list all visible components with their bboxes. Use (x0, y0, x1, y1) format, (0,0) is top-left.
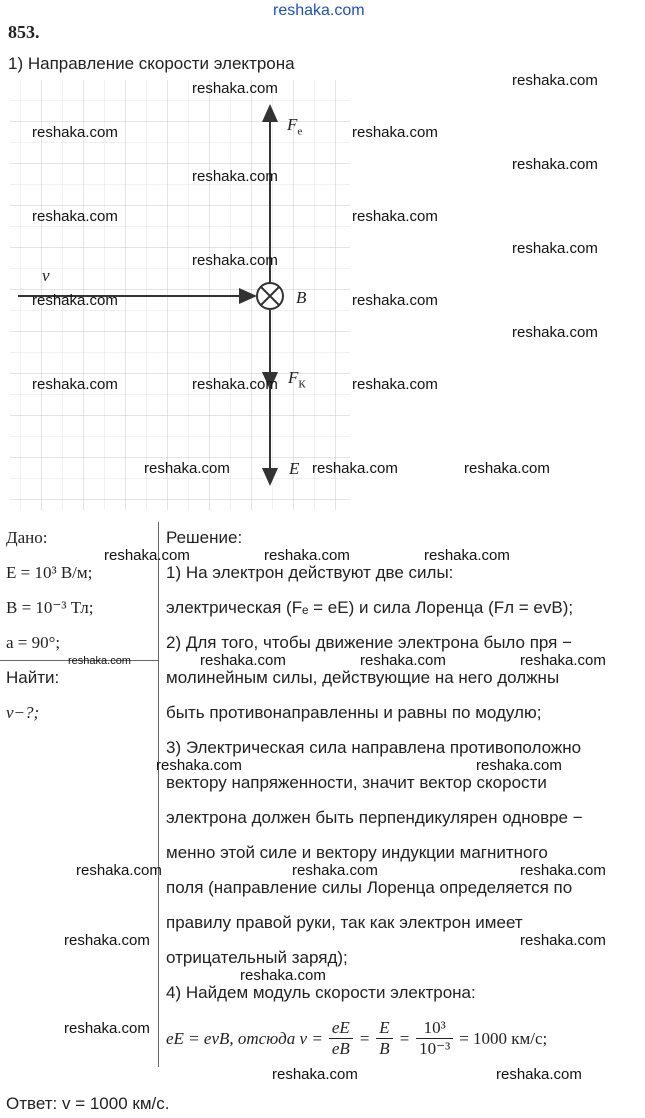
watermark: reshaka.com (64, 932, 150, 949)
label-fk: F (288, 368, 299, 387)
watermark: reshaka.com (512, 324, 598, 341)
watermark: reshaka.com (156, 757, 242, 774)
find-value: v−?; (6, 703, 40, 722)
given-title: Дано: (6, 528, 48, 547)
watermark: reshaka.com (292, 862, 378, 879)
watermark: reshaka.com (192, 252, 278, 269)
watermark: reshaka.com (273, 2, 365, 19)
solution-line: 4) Найдем модуль скорости электрона: (166, 983, 476, 1002)
watermark: reshaka.com (68, 655, 131, 667)
watermark: reshaka.com (200, 652, 286, 669)
watermark: reshaka.com (352, 292, 438, 309)
watermark: reshaka.com (520, 932, 606, 949)
watermark: reshaka.com (360, 652, 446, 669)
solution-line: электрическая (Fₑ = eE) и сила Лоренца (Fл = evB); (166, 598, 574, 617)
watermark: reshaka.com (240, 967, 326, 984)
watermark: reshaka.com (32, 208, 118, 225)
watermark: reshaka.com (32, 124, 118, 141)
watermark: reshaka.com (32, 376, 118, 393)
page: reshaka.com 853. 1) Направление скорости электрона $F_e$ B $F_К$ E v Дано: E = 10³ В/м; B = 10⁻³ Тл; a = 90°; Найти: v−?; Решение: 1) На электрон действуют две силы: электрическая (Fₑ = eE) и сила Лоренца (Fл = evB); 2) Для того, чтобы движение электрона было пря − молинейным силы, действующие на него должны быть противонаправленны и равны по модулю; 3) Электрическая сила направлена противоположно вектору напряженности, значит вектор скорости электрона должен быть перпендикулярен одновре − менно этой силе и вектору индукции магнитного поля (направление силы Лоренца определяется по правилу правой руки, так как электрон имеет отрицательный заряд); 4) Найдем модуль скорости электрона: eE = evB, отсюда v = $\frac{eE}{eB}$ = $\frac{E}{B}$ = $\frac{\text{10³}}{\text{10⁻³}}$ = 1000 км/с; Ответ: v = 1000 км/с. reshaka.com reshaka.com reshaka.com reshaka.com reshaka.com reshaka.com reshaka.com reshaka.com reshaka.com reshaka.com reshaka.com reshaka.com reshaka.com reshaka.com reshaka.com reshaka.com reshaka.com reshaka.com reshaka.com reshaka.com reshaka.com reshaka.com reshaka.com reshaka.com reshaka.com reshaka.com reshaka.com reshaka.com reshaka.com reshaka.com reshaka.com reshaka.com reshaka.com reshaka.com reshaka.com reshaka.com reshaka.com (0, 0, 645, 1118)
watermark: reshaka.com (520, 652, 606, 669)
solution-line: менно этой силе и вектору индукции магнитного (166, 843, 548, 862)
watermark: reshaka.com (272, 1066, 358, 1083)
watermark: reshaka.com (424, 547, 510, 564)
watermark: reshaka.com (32, 292, 118, 309)
watermark: reshaka.com (312, 460, 398, 477)
watermark: reshaka.com (352, 124, 438, 141)
watermark: reshaka.com (192, 80, 278, 97)
answer: Ответ: v = 1000 км/с. (6, 1094, 170, 1113)
watermark: reshaka.com (144, 460, 230, 477)
solution-line: быть противонаправленны и равны по модулю; (166, 703, 542, 722)
watermark: reshaka.com (64, 1020, 150, 1037)
solution-line: 2) Для того, чтобы движение электрона было пря − (166, 633, 573, 652)
watermark: reshaka.com (512, 156, 598, 173)
label-b: B (296, 288, 307, 307)
watermark: reshaka.com (104, 547, 190, 564)
watermark: reshaka.com (520, 862, 606, 879)
watermark: reshaka.com (76, 862, 162, 879)
solution-line: 3) Электрическая сила направлена противоположно (166, 738, 582, 757)
find-title: Найти: (6, 668, 60, 687)
solution-line: отрицательный заряд); (166, 948, 348, 967)
watermark: reshaka.com (352, 208, 438, 225)
solution-line: электрона должен быть перпендикулярен одновре − (166, 808, 583, 827)
watermark: reshaka.com (352, 376, 438, 393)
label-fe: F (287, 115, 298, 134)
watermark: reshaka.com (496, 1066, 582, 1083)
problem-number: 853. (8, 22, 40, 42)
solution-line: молинейным силы, действующие на него должны (166, 668, 560, 687)
given-line: B = 10⁻³ Тл; (6, 598, 94, 617)
watermark: reshaka.com (512, 240, 598, 257)
watermark: reshaka.com (476, 757, 562, 774)
divider-vertical (158, 522, 159, 1067)
watermark: reshaka.com (192, 168, 278, 185)
watermark: reshaka.com (512, 72, 598, 89)
part-title: 1) Направление скорости электрона (8, 54, 295, 73)
formula: eE = evB, отсюда v = $\frac{eE}{eB}$ = $\frac{E}{B}$ = $\frac{\text{10³}}{\text{10⁻³}}$ = 1000 км/с; (166, 1018, 548, 1058)
b-into-page-icon (257, 283, 283, 309)
solution-line: поля (направление силы Лоренца определяется по (166, 878, 573, 897)
solution-line: вектору напряженности, значит вектор скорости (166, 773, 547, 792)
given-line: E = 10³ В/м; (6, 563, 93, 582)
label-v: v (42, 266, 50, 285)
watermark: reshaka.com (464, 460, 550, 477)
solution-line: 1) На электрон действуют две силы: (166, 563, 454, 582)
solution-line: правилу правой руки, так как электрон имеет (166, 913, 523, 932)
watermark: reshaka.com (192, 376, 278, 393)
label-e: E (289, 459, 300, 478)
given-line: a = 90°; (6, 633, 61, 652)
watermark: reshaka.com (264, 547, 350, 564)
solution-title: Решение: (166, 528, 243, 547)
